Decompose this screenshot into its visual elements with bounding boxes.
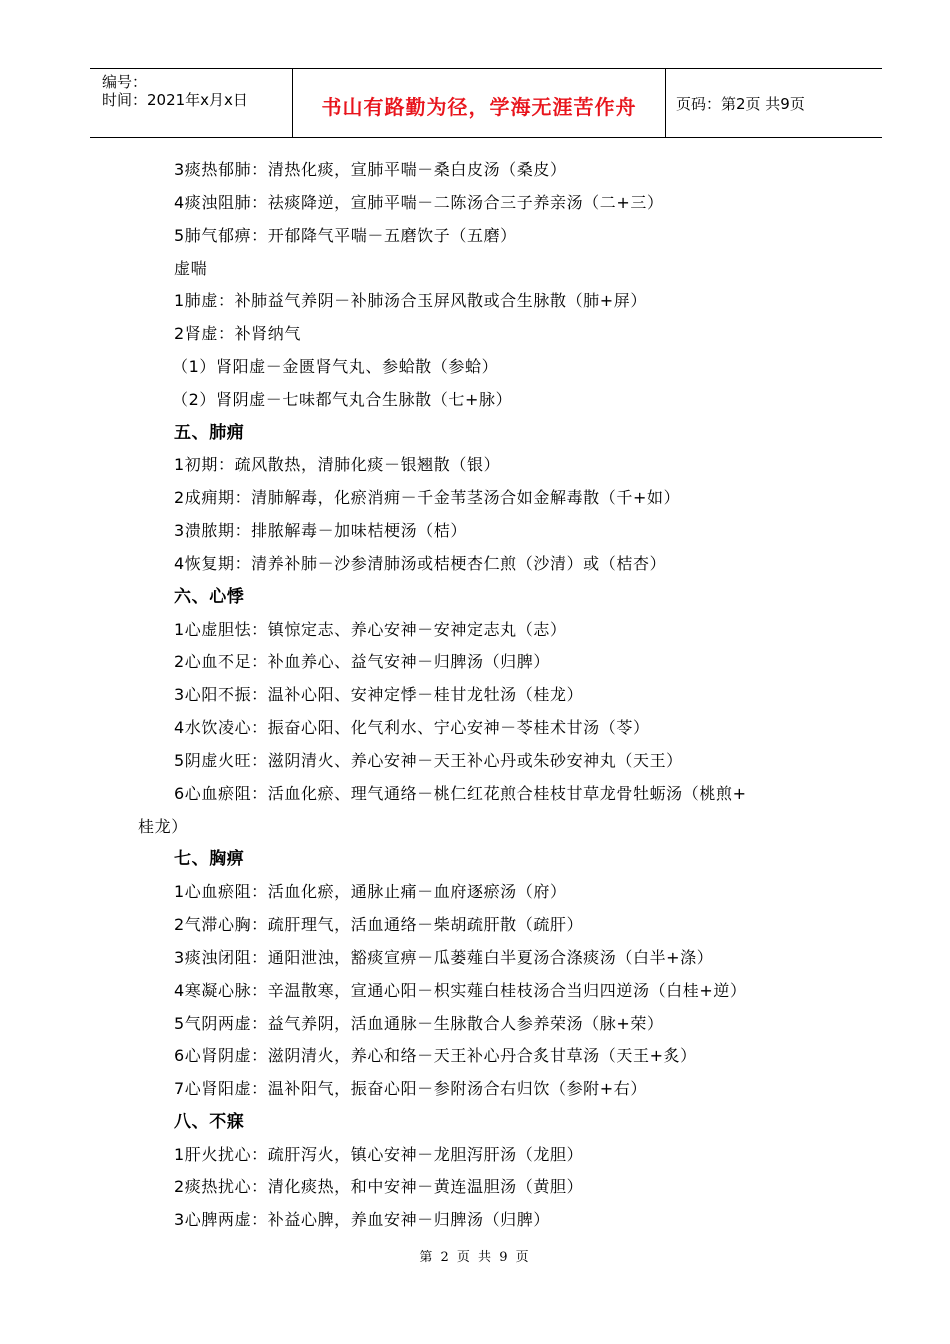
text-line: 3心阳不振：温补心阳、安神定悸－桂甘龙牡汤（桂龙）: [174, 685, 584, 704]
section-heading: 六、心悸: [174, 587, 245, 607]
time-label: 时间：2021年x月x日: [102, 91, 248, 109]
text-line: 6心血瘀阻：活血化瘀、理气通络－桃仁红花煎合桂枝甘草龙骨牡蛎汤（桃煎+: [174, 784, 747, 803]
subheading: 虚喘: [174, 259, 208, 278]
text-line: 5阴虚火旺：滋阴清火、养心安神－天王补心丹或朱砂安神丸（天王）: [174, 751, 683, 770]
header-motto-cell: [292, 69, 666, 137]
header-page-cell: [666, 69, 882, 137]
text-line: 7心肾阳虚：温补阳气，振奋心阳－参附汤合右归饮（参附+右）: [174, 1079, 647, 1098]
header-meta-cell: [90, 69, 292, 137]
text-line: 1初期：疏风散热，清肺化痰－银翘散（银）: [174, 455, 501, 474]
text-line: 3心脾两虚：补益心脾，养血安神－归脾汤（归脾）: [174, 1210, 550, 1229]
text-line: 4恢复期：清养补肺－沙参清肺汤或桔梗杏仁煎（沙清）或（桔杏）: [174, 554, 667, 573]
section-heading: 七、胸痹: [174, 849, 245, 869]
text-line: （2）肾阴虚－七味都气丸合生脉散（七+脉）: [172, 390, 513, 409]
text-line: 桂龙）: [138, 817, 188, 836]
text-line: 4水饮凌心：振奋心阳、化气利水、宁心安神－苓桂术甘汤（苓）: [174, 718, 650, 737]
text-line: 2成痈期：清肺解毒，化瘀消痈－千金苇茎汤合如金解毒散（千+如）: [174, 488, 681, 507]
text-line: 5气阴两虚：益气养阴，活血通脉－生脉散合人参养荣汤（脉+荣）: [174, 1014, 664, 1033]
text-line: 6心肾阴虚：滋阴清火，养心和络－天王补心丹合炙甘草汤（天王+炙）: [174, 1046, 697, 1065]
text-line: 3痰热郁肺：清热化痰，宣肺平喘－桑白皮汤（桑皮）: [174, 160, 567, 179]
serial-number-label: 编号：: [102, 73, 148, 91]
motto-text: 书山有路勤为径，学海无涯苦作舟: [321, 95, 637, 119]
document-header: [90, 68, 882, 138]
text-line: 3溃脓期：排脓解毒－加味桔梗汤（桔）: [174, 521, 467, 540]
text-line: 1肝火扰心：疏肝泻火，镇心安神－龙胆泻肝汤（龙胆）: [174, 1145, 584, 1164]
text-line: 5肺气郁痹：开郁降气平喘－五磨饮子（五磨）: [174, 226, 517, 245]
page-info: 页码：第2页 共9页: [676, 95, 805, 113]
text-line: 1心虚胆怯：镇惊定志、养心安神－安神定志丸（志）: [174, 620, 567, 639]
text-line: 2心血不足：补血养心、益气安神－归脾汤（归脾）: [174, 652, 550, 671]
text-line: 4寒凝心脉：辛温散寒，宣通心阳－枳实薤白桂枝汤合当归四逆汤（白桂+逆）: [174, 981, 747, 1000]
text-line: 1心血瘀阻：活血化瘀，通脉止痛－血府逐瘀汤（府）: [174, 882, 567, 901]
page-footer: 第 2 页 共 9 页: [419, 1250, 531, 1265]
text-line: （1）肾阳虚－金匮肾气丸、参蛤散（参蛤）: [172, 357, 499, 376]
text-line: 1肺虚：补肺益气养阴－补肺汤合玉屏风散或合生脉散（肺+屏）: [174, 291, 647, 310]
section-heading: 八、不寐: [174, 1112, 245, 1132]
text-line: 2痰热扰心：清化痰热，和中安神－黄连温胆汤（黄胆）: [174, 1177, 584, 1196]
section-heading: 五、肺痈: [174, 423, 245, 443]
text-line: 3痰浊闭阻：通阳泄浊，豁痰宣痹－瓜蒌薤白半夏汤合涤痰汤（白半+涤）: [174, 948, 714, 967]
text-line: 2气滞心胸：疏肝理气，活血通络－柴胡疏肝散（疏肝）: [174, 915, 584, 934]
text-line: 2肾虚：补肾纳气: [174, 324, 301, 343]
text-line: 4痰浊阻肺：祛痰降逆，宣肺平喘－二陈汤合三子养亲汤（二+三）: [174, 193, 664, 212]
